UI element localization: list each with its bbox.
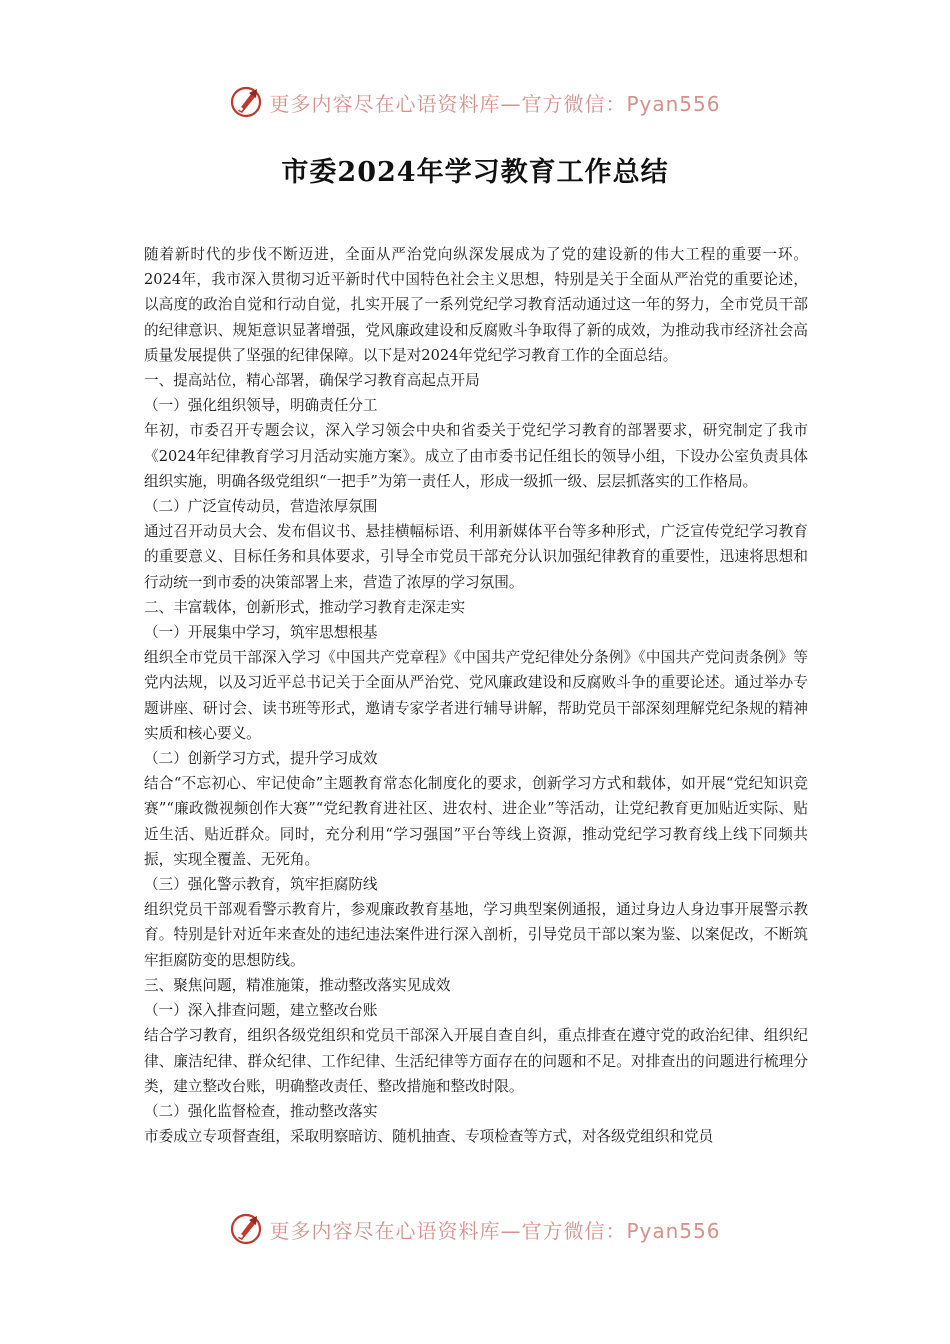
document-title: 市委2024年学习教育工作总结 — [281, 157, 669, 188]
intro-paragraph: 随着新时代的步伐不断迈进，全面从严治党向纵深发展成为了党的建设新的伟大工程的重要一环。2024年，我市深入贯彻习近平新时代中国特色社会主义思想，特别是关于全面从严治党的重要论述，以高度的政治自觉和行动自觉，扎实开展了一系列党纪学习教育活动通过这一年的努力，全市党员干部的纪律意识、规矩意识显著增强，党风廉政建设和反腐败斗争取得了新的成效，为推动我市经济社会高质量发展提供了坚强的纪律保障。以下是对2024年党纪学习教育工作的全面总结。 — [144, 246, 808, 364]
body-paragraph: 组织全市党员干部深入学习《中国共产党章程》《中国共产党纪律处分条例》《中国共产党问责条例》等党内法规，以及习近平总书记关于全面从严治党、党风廉政建设和反腐败斗争的重要论述。通过举办专题讲座、研讨会、读书班等形式，邀请专家学者进行辅导讲解，帮助党员干部深刻理解党纪条规的精神实质和核心要义。 — [144, 649, 808, 742]
body-paragraph: 结合学习教育，组织各级党组织和党员干部深入开展自查自纠，重点排查在遵守党的政治纪律、组织纪律、廉洁纪律、群众纪律、工作纪律、生活纪律等方面存在的问题和不足。对排查出的问题进行梳理分类，建立整改台账，明确整改责任、整改措施和整改时限。 — [144, 1027, 808, 1095]
subsection-heading: （二）创新学习方式，提升学习成效 — [144, 750, 378, 768]
body-paragraph: 结合“不忘初心、牢记使命”主题教育常态化制度化的要求，创新学习方式和载体，如开展“党纪知识竞赛”“廉政微视频创作大赛”“党纪教育进社区、进农村、进企业”等活动，让党纪教育更加贴近实际、贴近生活、贴近群众。同时，充分利用“学习强国”平台等线上资源，推动党纪学习教育线上线下同频共振，实现全覆盖、无死角。 — [144, 775, 808, 868]
pen-nib-logo-icon — [229, 85, 263, 119]
section-heading: 一、提高站位，精心部署，确保学习教育高起点开局 — [144, 372, 480, 390]
subsection-heading: （二）强化监督检查，推动整改落实 — [144, 1102, 378, 1120]
header-watermark-banner — [0, 82, 950, 122]
section-heading: 三、聚焦问题，精准施策，推动整改落实见成效 — [144, 976, 451, 994]
subsection-heading: （一）深入排查问题，建立整改台账 — [144, 1002, 378, 1020]
subsection-heading: （三）强化警示教育，筑牢拒腐防线 — [144, 876, 378, 894]
subsection-heading: （二）广泛宣传动员，营造浓厚氛围 — [144, 498, 378, 516]
body-paragraph: 通过召开动员大会、发布倡议书、悬挂横幅标语、利用新媒体平台等多种形式，广泛宣传党纪学习教育的重要意义、目标任务和具体要求，引导全市党员干部充分认识加强纪律教育的重要性，迅速将思想和行动统一到市委的决策部署上来，营造了浓厚的学习氛围。 — [144, 523, 808, 591]
document-body — [144, 242, 808, 1149]
body-paragraph: 组织党员干部观看警示教育片，参观廉政教育基地，学习典型案例通报，通过身边人身边事开展警示教育。特别是针对近年来查处的违纪违法案件进行深入剖析，引导党员干部以案为鉴、以案促改，不断筑牢拒腐防变的思想防线。 — [144, 901, 808, 969]
body-paragraph: 市委成立专项督查组，采取明察暗访、随机抽查、专项检查等方式，对各级党组织和党员 — [144, 1128, 714, 1146]
subsection-heading: （一）强化组织领导，明确责任分工 — [144, 397, 378, 415]
pen-nib-logo-icon — [229, 1212, 263, 1246]
footer-watermark-banner — [0, 1209, 950, 1249]
banner-text: 更多内容尽在心语资料库—官方微信：Pyan556 — [269, 91, 721, 116]
subsection-heading: （一）开展集中学习，筑牢思想根基 — [144, 624, 378, 642]
banner-text: 更多内容尽在心语资料库—官方微信：Pyan556 — [269, 1218, 721, 1243]
body-paragraph: 年初，市委召开专题会议，深入学习领会中央和省委关于党纪学习教育的部署要求，研究制定了我市《2024年纪律教育学习月活动实施方案》。成立了由市委书记任组长的领导小组，下设办公室负责具体组织实施，明确各级党组织“一把手”为第一责任人，形成一级抓一级、层层抓落实的工作格局。 — [144, 422, 808, 490]
section-heading: 二、丰富载体，创新形式，推动学习教育走深走实 — [144, 598, 466, 616]
